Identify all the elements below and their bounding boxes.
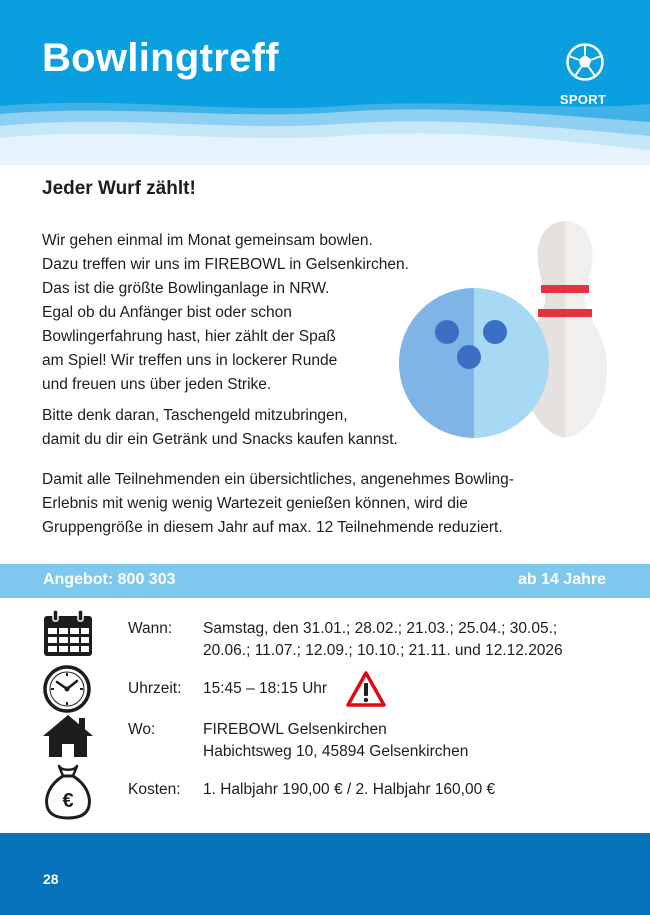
- clock-icon: [42, 664, 92, 714]
- group-size-paragraph: [42, 468, 514, 540]
- football-icon: [565, 42, 605, 82]
- paragraph-line: damit du dir ein Getränk und Snacks kaufen kannst.: [42, 431, 398, 448]
- age-restriction: ab 14 Jahre: [517, 571, 606, 588]
- offer-band: [0, 564, 650, 598]
- header-wave-background: [0, 0, 650, 170]
- cost-value: 1. Halbjahr 190,00 € / 2. Halbjahr 160,00 €: [203, 781, 496, 798]
- paragraph-line: Erlebnis mit wenig wenig Wartezeit genießen können, wird die: [42, 495, 468, 512]
- paragraph-line: Dazu treffen wir uns im FIREBOWL in Gelsenkirchen.: [42, 256, 409, 273]
- page-title: Bowlingtreff: [42, 36, 279, 80]
- house-icon: [42, 714, 94, 758]
- paragraph-line: Damit alle Teilnehmenden ein übersichtliches, angenehmes Bowling-: [42, 471, 514, 488]
- time-label: Uhrzeit:: [128, 680, 182, 697]
- dates-line: 20.06.; 11.07.; 12.09.; 10.10.; 21.11. und 12.12.2026: [203, 642, 563, 659]
- paragraph-line: Bowlingerfahrung hast, hier zählt der Spaß: [42, 328, 336, 345]
- warning-icon: [345, 670, 387, 708]
- address-line: Habichtsweg 10, 45894 Gelsenkirchen: [203, 743, 469, 760]
- paragraph-line: am Spiel! Wir treffen uns in lockerer Runde: [42, 352, 338, 369]
- money-bag-icon: [42, 762, 94, 820]
- paragraph-line: Gruppengröße in diesem Jahr auf max. 12 Teilnehmende reduziert.: [42, 519, 503, 536]
- bowling-illustration: [395, 218, 615, 443]
- dates-line: Samstag, den 31.01.; 28.02.; 21.03.; 25.04.; 30.05.;: [203, 620, 558, 637]
- address-line: FIREBOWL Gelsenkirchen: [203, 721, 387, 738]
- intro-paragraph: [42, 229, 409, 397]
- time-value: 15:45 – 18:15 Uhr: [203, 680, 328, 697]
- page-number: 28: [43, 871, 59, 887]
- reminder-paragraph: [42, 404, 398, 452]
- offer-number: Angebot: 800 303: [43, 571, 176, 588]
- page-footer: [0, 833, 650, 915]
- paragraph-line: Egal ob du Anfänger bist oder schon: [42, 304, 292, 321]
- paragraph-line: und freuen uns über jeden Strike.: [42, 376, 272, 393]
- cost-label: Kosten:: [128, 781, 181, 798]
- paragraph-line: Wir gehen einmal im Monat gemeinsam bowlen.: [42, 232, 373, 249]
- paragraph-line: Bitte denk daran, Taschengeld mitzubringen,: [42, 407, 348, 424]
- when-dates: [203, 618, 563, 662]
- section-heading: Jeder Wurf zählt!: [42, 178, 196, 199]
- page-header: [0, 0, 650, 170]
- where-label: Wo:: [128, 721, 156, 738]
- calendar-icon: [42, 610, 94, 658]
- when-label: Wann:: [128, 620, 173, 637]
- euro-symbol: €: [62, 790, 74, 812]
- paragraph-line: Das ist die größte Bowlinganlage in NRW.: [42, 280, 330, 297]
- bowling-ball-icon: [399, 288, 549, 438]
- category-label: SPORT: [559, 92, 607, 107]
- where-address: [203, 719, 468, 763]
